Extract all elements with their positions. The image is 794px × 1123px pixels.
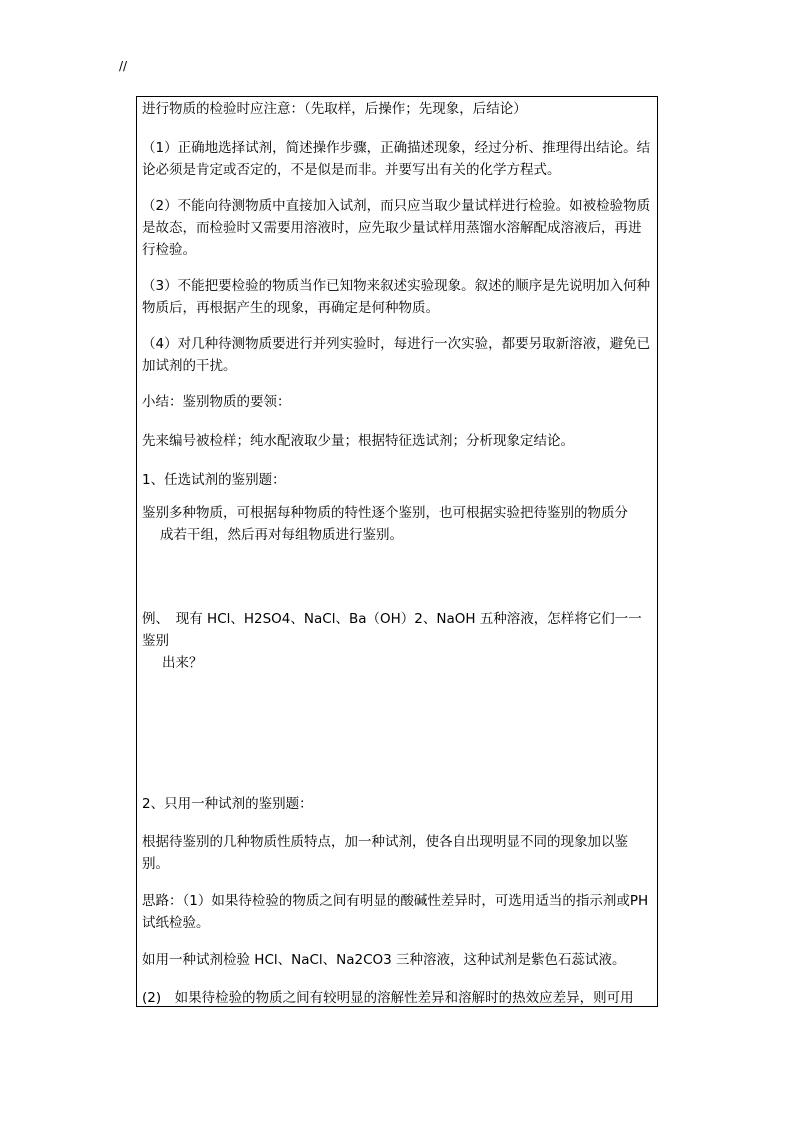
idea-2: (2) 如果待检验的物质之间有较明显的溶解性差异和溶解时的热效应差异，则可用 bbox=[142, 990, 634, 1006]
summary-title: 小结：鉴别物质的要领： bbox=[142, 394, 291, 410]
section-1-line-1: 鉴别多种物质，可根据每种物质的特性逐个鉴别，也可根据实验把待鉴别的物质分 bbox=[142, 505, 628, 521]
section-1-text bbox=[142, 502, 653, 546]
example-line-2: 出来？ bbox=[162, 655, 203, 671]
content-box bbox=[136, 96, 658, 1007]
section-1-title: 1、任选试剂的鉴别题： bbox=[142, 472, 286, 488]
section-1-line-2: 成若干组，然后再对每组物质进行鉴别。 bbox=[160, 527, 403, 543]
section-2-title: 2、只用一种试剂的鉴别题： bbox=[142, 796, 313, 812]
idea-1: 思路：（1）如果待检验的物质之间有明显的酸碱性差异时，可选用适当的指示剂或PH试纸检验。 bbox=[142, 893, 649, 931]
section-2-text: 根据待鉴别的几种物质性质特点，加一种试剂，使各自出现明显不同的现象加以鉴别。 bbox=[142, 834, 628, 872]
note-1: （1）正确地选择试剂，简述操作步骤，正确描述现象，经过分析、推理得出结论。结论必须是肯定或否定的，不是似是而非。并要写出有关的化学方程式。 bbox=[142, 140, 651, 178]
example-text bbox=[142, 608, 653, 674]
example-line-1: 例、 现有 HCl、H2SO4、NaCl、Ba（OH）2、NaOH 五种溶液，怎样将它们一一鉴别 bbox=[142, 611, 642, 649]
note-2: （2）不能向待测物质中直接加入试剂，而只应当取少量试样进行检验。如被检验物质是故态，而检验时又需要用溶液时，应先取少量试样用蒸馏水溶解配成溶液后，再进行检验。 bbox=[142, 198, 651, 258]
idea-example: 如用一种试剂检验 HCl、NaCl、Na2CO3 三种溶液，这种试剂是紫色石蕊试液。 bbox=[142, 952, 626, 968]
page-mark: // bbox=[119, 59, 128, 73]
intro-text: 进行物质的检验时应注意：（先取样，后操作；先现象，后结论） bbox=[142, 101, 527, 117]
note-4: （4）对几种待测物质要进行并列实验时，每进行一次实验，都要另取新溶液，避免已加试剂的干扰。 bbox=[142, 336, 651, 374]
note-3: （3）不能把要检验的物质当作已知物来叙述实验现象。叙述的顺序是先说明加入何种物质后，再根据产生的现象，再确定是何种物质。 bbox=[142, 278, 651, 316]
summary-text: 先来编号被检样；纯水配液取少量；根据特征选试剂；分析现象定结论。 bbox=[142, 433, 574, 449]
